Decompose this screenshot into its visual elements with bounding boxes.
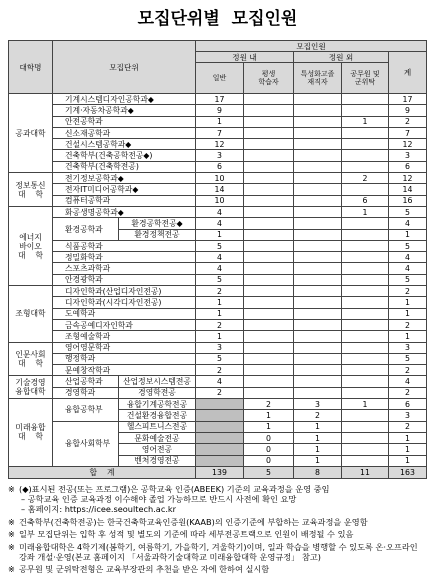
grand-total-general-cell: 139 — [196, 467, 243, 478]
department-name: 도예학과 — [53, 309, 195, 319]
department-name: 경영학과 — [53, 388, 118, 398]
major-name: 영어전공 — [119, 444, 195, 454]
quota-total-cell: 2 — [389, 320, 426, 330]
quota-general-cell — [196, 422, 243, 432]
quota-total-cell: 5 — [389, 241, 426, 251]
quota-lifelong-cell — [244, 230, 293, 240]
quota-vocational-cell — [294, 354, 341, 364]
department-name: 산업공학과 — [53, 376, 118, 386]
quota-vocational-cell — [294, 263, 341, 273]
quota-vocational-cell: 1 — [294, 422, 341, 432]
quota-vocational-cell — [294, 331, 341, 341]
quota-vocational-cell: 3 — [294, 399, 341, 409]
header-unit: 모집단위 — [53, 41, 195, 93]
grand-total-vocational-cell: 8 — [294, 467, 341, 478]
quota-lifelong-cell — [244, 252, 293, 262]
quota-vocational-cell: 1 — [294, 433, 341, 443]
note-text: 건축학부(건축학전공)는 한국건축학교육인증원(KAAB)의 인증기준에 부합하는 교육과정을 운영함 — [19, 516, 368, 527]
quota-general-cell: 5 — [196, 275, 243, 285]
quota-civil-military-cell — [342, 331, 388, 341]
department-name: 전기정보공학과◆ — [53, 173, 195, 183]
quota-lifelong-cell — [244, 218, 293, 228]
quota-general-cell: 14 — [196, 184, 243, 194]
quota-civil-military-cell — [342, 241, 388, 251]
quota-civil-military-cell — [342, 422, 388, 432]
quota-vocational-cell — [294, 230, 341, 240]
quota-general-cell — [196, 433, 243, 443]
quota-general-cell: 1 — [196, 117, 243, 127]
quota-lifelong-cell — [244, 196, 293, 206]
quota-total-cell: 1 — [389, 456, 426, 466]
quota-total-cell: 3 — [389, 150, 426, 160]
quota-general-cell: 6 — [196, 162, 243, 172]
department-name: 조형예술학과 — [53, 331, 195, 341]
college-name: 미래융합 대 학 — [9, 399, 52, 466]
quota-vocational-cell — [294, 275, 341, 285]
quota-civil-military-cell — [342, 456, 388, 466]
quota-lifelong-cell — [244, 343, 293, 353]
quota-vocational-cell: 1 — [294, 456, 341, 466]
major-name: 벤처경영전공 — [119, 456, 195, 466]
quota-lifelong-cell — [244, 207, 293, 217]
quota-vocational-cell — [294, 173, 341, 183]
college-name: 에너지 바이오 대 학 — [9, 207, 52, 285]
quota-lifelong-cell — [244, 263, 293, 273]
department-name: 안경광학과 — [53, 275, 195, 285]
footnote — [8, 542, 427, 562]
quota-lifelong-cell — [244, 297, 293, 307]
quota-general-cell: 1 — [196, 230, 243, 240]
grand-total-lifelong-cell: 5 — [244, 467, 293, 478]
quota-civil-military-cell — [342, 410, 388, 420]
quota-vocational-cell — [294, 105, 341, 115]
header-civil-military: 공무원 및 군위탁 — [342, 63, 388, 93]
quota-lifelong-cell — [244, 309, 293, 319]
quota-total-cell: 2 — [389, 422, 426, 432]
college-name: 공과대학 — [9, 94, 52, 172]
department-name: 기계시스템디자인공학과◆ — [53, 94, 195, 104]
quota-total-cell: 9 — [389, 105, 426, 115]
quota-civil-military-cell — [342, 388, 388, 398]
quota-lifelong-cell — [244, 275, 293, 285]
quota-total-cell: 4 — [389, 218, 426, 228]
quota-vocational-cell — [294, 128, 341, 138]
quota-lifelong-cell — [244, 241, 293, 251]
quota-vocational-cell — [294, 376, 341, 386]
quota-general-cell: 7 — [196, 128, 243, 138]
quota-lifelong-cell — [244, 105, 293, 115]
department-name: 안전공학과 — [53, 117, 195, 127]
college-name: 조형대학 — [9, 286, 52, 341]
department-name: 전자IT미디어공학과◆ — [53, 184, 195, 194]
quota-civil-military-cell — [342, 297, 388, 307]
quota-lifelong-cell — [244, 365, 293, 375]
quota-civil-military-cell — [342, 343, 388, 353]
quota-general-cell: 2 — [196, 320, 243, 330]
quota-lifelong-cell: 0 — [244, 444, 293, 454]
quota-total-cell: 2 — [389, 286, 426, 296]
department-name: 화공생명공학과◆ — [53, 207, 195, 217]
quota-civil-military-cell: 1 — [342, 399, 388, 409]
quota-general-cell: 5 — [196, 241, 243, 251]
header-lifelong: 평생 학습자 — [244, 63, 293, 93]
quota-general-cell: 2 — [196, 365, 243, 375]
college-name: 기술경영 융합대학 — [9, 376, 52, 398]
quota-general-cell: 12 — [196, 139, 243, 149]
quota-total-cell: 2 — [389, 388, 426, 398]
quota-general-cell: 3 — [196, 150, 243, 160]
header-general: 일반 — [196, 63, 243, 93]
quota-general-cell — [196, 456, 243, 466]
quota-vocational-cell: 2 — [294, 410, 341, 420]
header-quota: 모집인원 — [196, 41, 426, 51]
quota-general-cell — [196, 399, 243, 409]
header-in-quota: 정원 내 — [196, 52, 293, 62]
quota-general-cell: 10 — [196, 173, 243, 183]
note-mark: ※ — [8, 484, 15, 494]
quota-total-cell: 3 — [389, 410, 426, 420]
quota-lifelong-cell — [244, 286, 293, 296]
quota-total-cell: 5 — [389, 275, 426, 285]
quota-total-cell: 12 — [389, 139, 426, 149]
quota-civil-military-cell — [342, 139, 388, 149]
college-name: 인문사회 대 학 — [9, 343, 52, 376]
quota-vocational-cell — [294, 139, 341, 149]
quota-total-cell: 1 — [389, 444, 426, 454]
quota-vocational-cell — [294, 150, 341, 160]
quota-general-cell: 2 — [196, 286, 243, 296]
quota-vocational-cell — [294, 286, 341, 296]
quota-total-cell: 7 — [389, 128, 426, 138]
quota-vocational-cell — [294, 218, 341, 228]
quota-civil-military-cell — [342, 162, 388, 172]
quota-total-cell: 4 — [389, 376, 426, 386]
footnote — [8, 529, 427, 539]
quota-vocational-cell — [294, 320, 341, 330]
grand-total-civil-military-cell: 11 — [342, 467, 388, 478]
department-name: 기계·자동차공학과◆ — [53, 105, 195, 115]
department-name: 스포츠과학과 — [53, 263, 195, 273]
quota-lifelong-cell: 1 — [244, 422, 293, 432]
footnote — [8, 517, 427, 527]
quota-total-cell: 1 — [389, 433, 426, 443]
quota-vocational-cell — [294, 297, 341, 307]
quota-total-cell: 5 — [389, 354, 426, 364]
quota-civil-military-cell — [342, 218, 388, 228]
department-name: 행정학과 — [53, 354, 195, 364]
major-name: 건설환경융합전공 — [119, 410, 195, 420]
quota-civil-military-cell — [342, 150, 388, 160]
quota-general-cell: 4 — [196, 252, 243, 262]
quota-vocational-cell — [294, 252, 341, 262]
quota-general-cell: 1 — [196, 309, 243, 319]
quota-general-cell: 4 — [196, 218, 243, 228]
note-text: 공무원 및 군위탁전형은 교육부장관의 추천을 받은 자에 한하여 실시함 — [19, 564, 270, 574]
quota-general-cell: 9 — [196, 105, 243, 115]
quota-total-cell: 1 — [389, 297, 426, 307]
major-name: 경영학전공 — [119, 388, 195, 398]
quota-general-cell — [196, 444, 243, 454]
department-name: 정밀화학과 — [53, 252, 195, 262]
quota-total-cell: 6 — [389, 399, 426, 409]
department-name: 건축학부(건축공학전공◆) — [53, 150, 195, 160]
quota-vocational-cell: 1 — [294, 444, 341, 454]
quota-general-cell: 4 — [196, 207, 243, 217]
header-college: 대학명 — [9, 41, 52, 93]
note-mark: ※ — [8, 516, 15, 527]
quota-lifelong-cell — [244, 117, 293, 127]
quota-civil-military-cell — [342, 354, 388, 364]
quota-vocational-cell — [294, 309, 341, 319]
quota-general-cell: 1 — [196, 297, 243, 307]
quota-total-cell: 17 — [389, 94, 426, 104]
note-text: (◆)표시된 전공(또는 프로그램)은 공학교육 인증(ABEEK) 기준의 교육과정을 운영 중임 — [19, 484, 330, 494]
note-mark: ※ — [8, 564, 15, 574]
quota-general-cell: 2 — [196, 388, 243, 398]
quota-vocational-cell — [294, 162, 341, 172]
quota-civil-military-cell — [342, 184, 388, 194]
quota-lifelong-cell: 1 — [244, 410, 293, 420]
department-name: 건축학부(건축학전공) — [53, 162, 195, 172]
quota-vocational-cell — [294, 343, 341, 353]
quota-total-cell: 1 — [389, 331, 426, 341]
header-vocational: 특성화고졸 재직자 — [294, 63, 341, 93]
quota-total-cell: 1 — [389, 309, 426, 319]
footnotes — [8, 484, 427, 577]
quota-lifelong-cell — [244, 331, 293, 341]
department-name: 디자인학과(시각디자인전공) — [53, 297, 195, 307]
quota-general-cell — [196, 410, 243, 420]
quota-total-cell: 6 — [389, 162, 426, 172]
quota-civil-military-cell — [342, 230, 388, 240]
department-name: 융합공학부 — [53, 399, 118, 421]
quota-total-cell: 4 — [389, 263, 426, 273]
major-name: 헬스피트니스전공 — [119, 422, 195, 432]
note-text: 일부 모집단위는 입학 후 성적 및 별도의 기준에 따라 세부전공트랙으로 인원이 배정될 수 있음 — [19, 529, 354, 539]
department-name: 신소재공학과 — [53, 128, 195, 138]
quota-vocational-cell — [294, 117, 341, 127]
header-total: 계 — [389, 52, 426, 93]
quota-vocational-cell — [294, 241, 341, 251]
quota-vocational-cell — [294, 196, 341, 206]
quota-lifelong-cell — [244, 388, 293, 398]
quota-vocational-cell — [294, 94, 341, 104]
quota-lifelong-cell — [244, 139, 293, 149]
quota-lifelong-cell — [244, 184, 293, 194]
quota-civil-military-cell — [342, 376, 388, 386]
quota-lifelong-cell — [244, 150, 293, 160]
department-name: 영어영문학과 — [53, 343, 195, 353]
quota-general-cell: 4 — [196, 263, 243, 273]
quota-total-cell: 5 — [389, 207, 426, 217]
quota-civil-military-cell — [342, 286, 388, 296]
header-out-quota: 정원 외 — [294, 52, 388, 62]
quota-civil-military-cell — [342, 444, 388, 454]
quota-civil-military-cell — [342, 94, 388, 104]
quota-total-cell: 16 — [389, 196, 426, 206]
quota-civil-military-cell — [342, 365, 388, 375]
quota-vocational-cell — [294, 388, 341, 398]
quota-general-cell: 10 — [196, 196, 243, 206]
footnote — [8, 484, 427, 514]
note-body — [19, 484, 427, 514]
quota-civil-military-cell — [342, 433, 388, 443]
department-name: 금속공예디자인학과 — [53, 320, 195, 330]
quota-lifelong-cell — [244, 128, 293, 138]
major-name: 융합기계공학전공 — [119, 399, 195, 409]
quota-civil-military-cell — [342, 275, 388, 285]
quota-lifelong-cell — [244, 162, 293, 172]
department-name: 식품공학과 — [53, 241, 195, 251]
quota-general-cell: 4 — [196, 376, 243, 386]
quota-vocational-cell — [294, 365, 341, 375]
quota-total-cell: 14 — [389, 184, 426, 194]
quota-civil-military-cell — [342, 128, 388, 138]
quota-total-cell: 1 — [389, 230, 426, 240]
page-title: 모집단위별 모집인원 — [137, 9, 298, 29]
department-name: 문예창작학과 — [53, 365, 195, 375]
department-name: 컴퓨터공학과 — [53, 196, 195, 206]
quota-civil-military-cell — [342, 252, 388, 262]
quota-total-cell: 12 — [389, 173, 426, 183]
quota-civil-military-cell — [342, 105, 388, 115]
quota-general-cell: 5 — [196, 354, 243, 364]
department-name: 건설시스템공학과◆ — [53, 139, 195, 149]
department-name: 디자인학과(산업디자인전공) — [53, 286, 195, 296]
major-name: 환경정책전공 — [119, 230, 195, 240]
quota-lifelong-cell: 0 — [244, 456, 293, 466]
quota-lifelong-cell — [244, 354, 293, 364]
quota-civil-military-cell: 6 — [342, 196, 388, 206]
college-name: 정보통신 대 학 — [9, 173, 52, 206]
quota-civil-military-cell: 1 — [342, 207, 388, 217]
quota-civil-military-cell: 1 — [342, 117, 388, 127]
quota-table — [8, 40, 427, 479]
quota-general-cell: 1 — [196, 331, 243, 341]
major-name: 산업정보시스템전공 — [119, 376, 195, 386]
quota-lifelong-cell — [244, 173, 293, 183]
quota-lifelong-cell — [244, 320, 293, 330]
grand-total-label: 합 계 — [9, 467, 195, 478]
major-name: 문화예술전공 — [119, 433, 195, 443]
note-subitem-homepage: – 홈페이지: https://icee.seoultech.ac.kr — [21, 504, 177, 514]
note-text: 미래융합대학은 4학기제(봄학기, 여름학기, 가을학기, 겨울학기)이며, 일과 학습을 병행할 수 있도록 온·오프라인 강좌 개설·운영(본교 홈페이지 「서울과학기술대학교 미래융합대학 운영규정」 참고) — [19, 541, 418, 562]
quota-civil-military-cell — [342, 309, 388, 319]
quota-general-cell: 3 — [196, 343, 243, 353]
note-mark: ※ — [8, 541, 15, 552]
grand-total-total-cell: 163 — [389, 467, 426, 478]
quota-civil-military-cell — [342, 320, 388, 330]
note-mark: ※ — [8, 529, 15, 539]
quota-lifelong-cell — [244, 94, 293, 104]
quota-total-cell: 2 — [389, 365, 426, 375]
quota-total-cell: 3 — [389, 343, 426, 353]
quota-general-cell: 17 — [196, 94, 243, 104]
footnote — [8, 564, 427, 574]
quota-lifelong-cell — [244, 376, 293, 386]
quota-total-cell: 4 — [389, 252, 426, 262]
quota-total-cell: 2 — [389, 117, 426, 127]
major-name: 환경공학전공◆ — [119, 218, 195, 228]
quota-lifelong-cell: 0 — [244, 433, 293, 443]
department-name: 융합사회학부 — [53, 422, 118, 466]
quota-civil-military-cell — [342, 263, 388, 273]
quota-civil-military-cell: 2 — [342, 173, 388, 183]
department-name: 환경공학과 — [53, 218, 118, 240]
quota-vocational-cell — [294, 207, 341, 217]
note-subitem: – 공학교육 인증 교육과정 이수해야 졸업 가능하므로 반드시 사전에 확인 요망 — [21, 494, 297, 504]
quota-lifelong-cell: 2 — [244, 399, 293, 409]
quota-vocational-cell — [294, 184, 341, 194]
